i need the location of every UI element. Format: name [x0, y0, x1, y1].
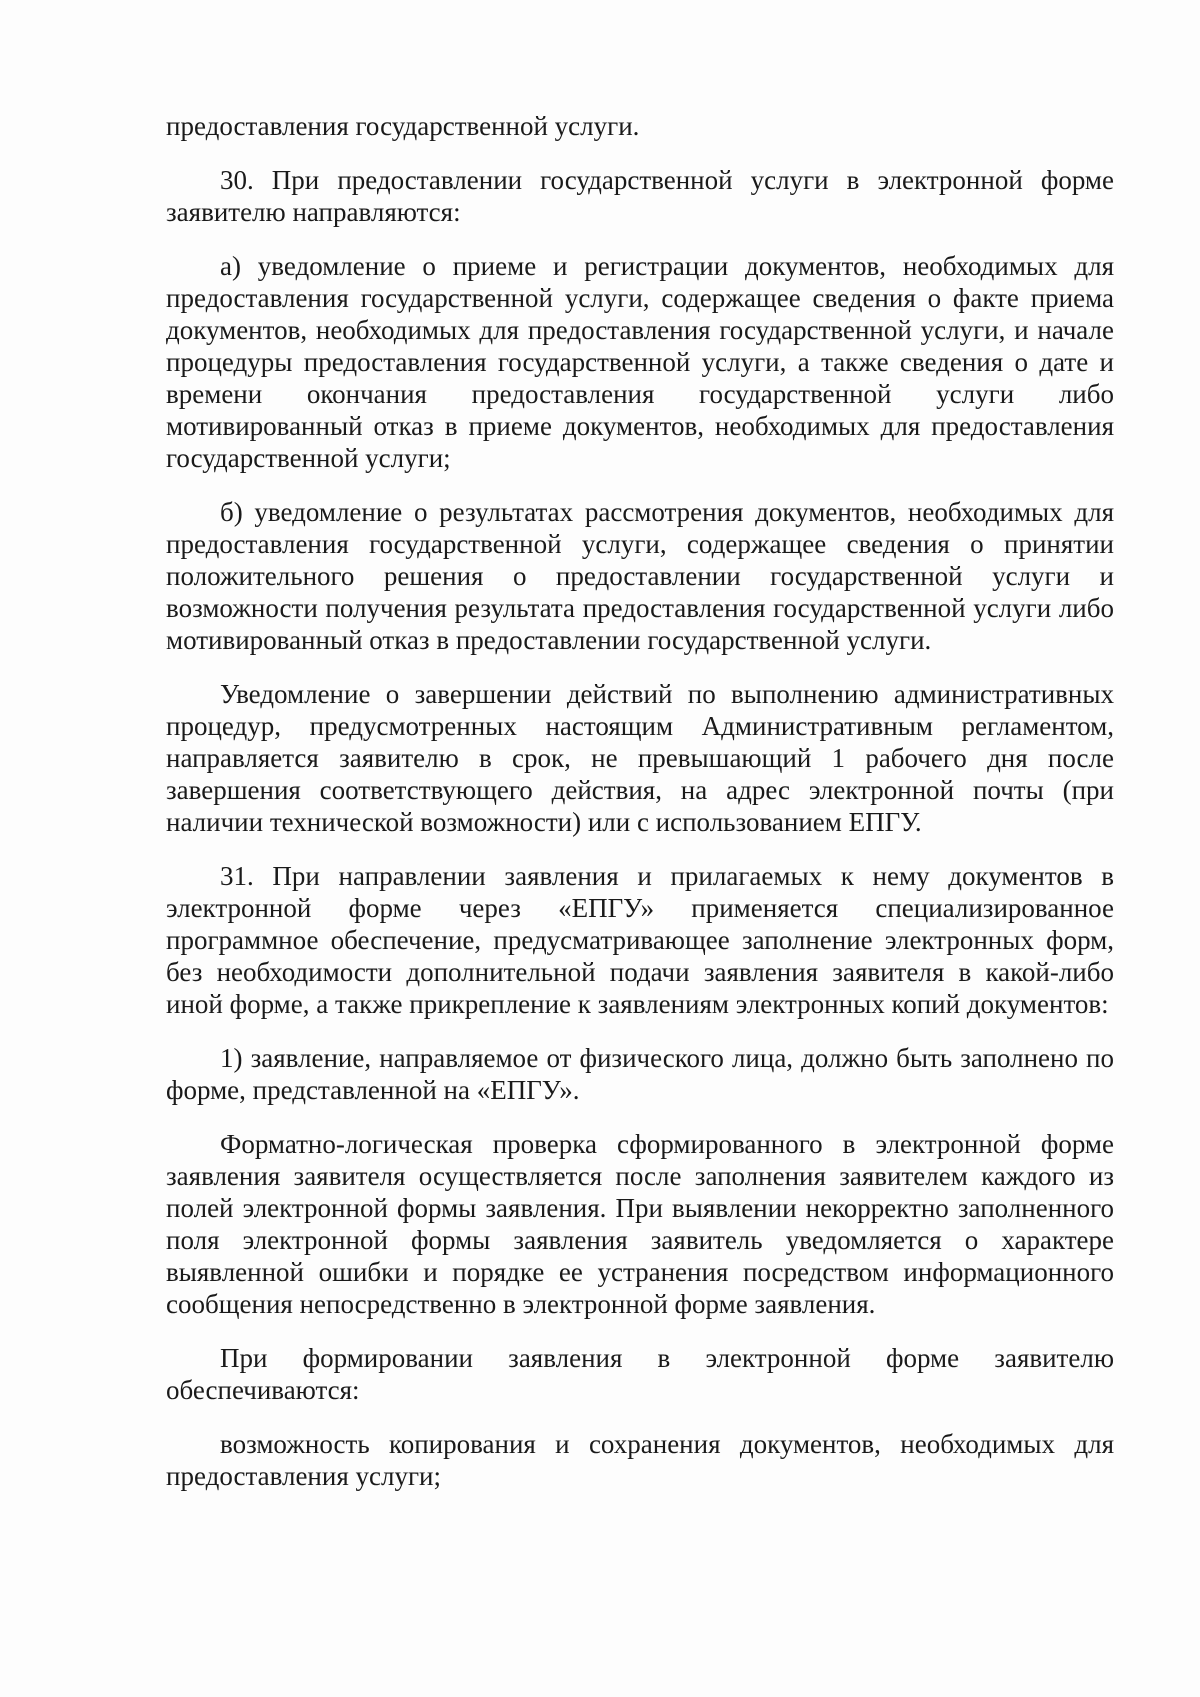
paragraph-subitem-a: а) уведомление о приеме и регистрации документов, необходимых для предоставления государственной услуги, содержащее сведения о факте приема документов, необходимых для предоставления государственной услуги, и начале процедуры предоставления государственной услуги, а также сведения о дате и времени окончания предоставления государственной услуги либо мотивированный отказ в приеме документов, необходимых для предоставления государственной услуги; — [166, 251, 1114, 473]
paragraph-item-30: 30. При предоставлении государственной услуги в электронной форме заявителю направляются: — [166, 165, 1114, 227]
paragraph-notification: Уведомление о завершении действий по выполнению административных процедур, предусмотренных настоящим Административным регламентом, направляется заявителю в срок, не превышающий 1 рабочего дня после завершения соответствующего действия, на адрес электронной почты (при наличии технической возможности) или с использованием ЕПГУ. — [166, 679, 1114, 837]
paragraph-copy-save: возможность копирования и сохранения документов, необходимых для предоставления услуги; — [166, 1429, 1114, 1491]
paragraph-subitem-b: б) уведомление о результатах рассмотрения документов, необходимых для предоставления государственной услуги, содержащее сведения о принятии положительного решения о предоставлении государственной услуги и возможности получения результата предоставления государственной услуги либо мотивированный отказ в предоставлении государственной услуги. — [166, 497, 1114, 655]
paragraph-subitem-1: 1) заявление, направляемое от физического лица, должно быть заполнено по форме, представленной на «ЕПГУ». — [166, 1043, 1114, 1105]
paragraph-item-31: 31. При направлении заявления и прилагаемых к нему документов в электронной форме через «ЕПГУ» применяется специализированное программное обеспечение, предусматривающее заполнение электронных форм, без необходимости дополнительной подачи заявления заявителя в какой-либо иной форме, а также прикрепление к заявлениям электронных копий документов: — [166, 861, 1114, 1019]
document-body — [166, 110, 1114, 1492]
paragraph-form-provisions: При формировании заявления в электронной форме заявителю обеспечиваются: — [166, 1343, 1114, 1405]
paragraph-continuation: предоставления государственной услуги. — [166, 111, 640, 141]
paragraph-format-check: Форматно-логическая проверка сформированного в электронной форме заявления заявителя осуществляется после заполнения заявителем каждого из полей электронной формы заявления. При выявлении некорректно заполненного поля электронной формы заявления заявитель уведомляется о характере выявленной ошибки и порядке ее устранения посредством информационного сообщения непосредственно в электронной форме заявления. — [166, 1129, 1114, 1319]
